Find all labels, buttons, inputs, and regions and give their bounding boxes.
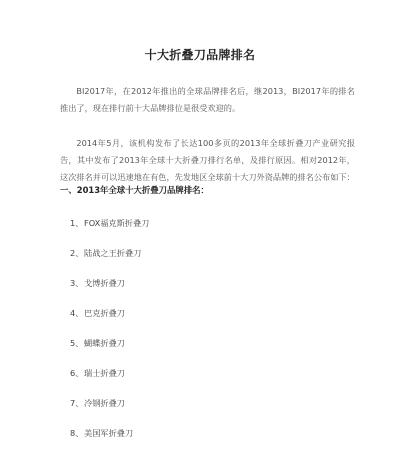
list-item (70, 328, 149, 358)
report-paragraph: 2014年5月，该机构发布了长达100多页的2013年全球折叠刀产业研究报告，其中发布了2013年全球十大折叠刀排行名单，及排行原因。相对2012年，这次排名并可以迅速地在有色，先发地区全球前十大刀外资品牌的排名公布如下： (60, 138, 355, 183)
list-item (70, 418, 149, 448)
list-item-number: 2、 (70, 248, 84, 258)
ranking-list (60, 208, 149, 448)
list-item-label: 戈博折叠刀 (84, 278, 125, 288)
list-item (70, 298, 149, 328)
list-item-number: 4、 (70, 308, 84, 318)
list-item (70, 268, 149, 298)
list-item-label: 瑞士折叠刀 (84, 368, 125, 378)
list-item-number: 5、 (70, 338, 84, 348)
list-item-number: 6、 (70, 368, 84, 378)
list-item-number: 8、 (70, 428, 84, 438)
list-item-number: 1、 (70, 218, 84, 228)
list-item (70, 388, 149, 418)
list-item (70, 238, 149, 268)
list-item (70, 208, 149, 238)
document-title: 十大折叠刀品牌排名 (144, 48, 256, 62)
list-item-label: 陆战之王折叠刀 (84, 248, 142, 258)
list-item-label: 美国军折叠刀 (84, 428, 134, 438)
list-item-label: 蝴蝶折叠刀 (84, 338, 125, 348)
list-item-label: 巴克折叠刀 (84, 308, 125, 318)
section-heading: 一、2013年全球十大折叠刀品牌排名： (60, 185, 209, 195)
list-item-number: 3、 (70, 278, 84, 288)
list-item-label: 冷钢折叠刀 (84, 398, 125, 408)
intro-paragraph: BI2017年，在2012年推出的全球品牌排名后，继2013，BI2017年的排名推出了，现在排行前十大品牌排位是很受欢迎的。 (60, 86, 355, 114)
list-item-number: 7、 (70, 398, 84, 408)
list-item-label: FOX福克斯折叠刀 (84, 218, 150, 228)
list-item (70, 358, 149, 388)
